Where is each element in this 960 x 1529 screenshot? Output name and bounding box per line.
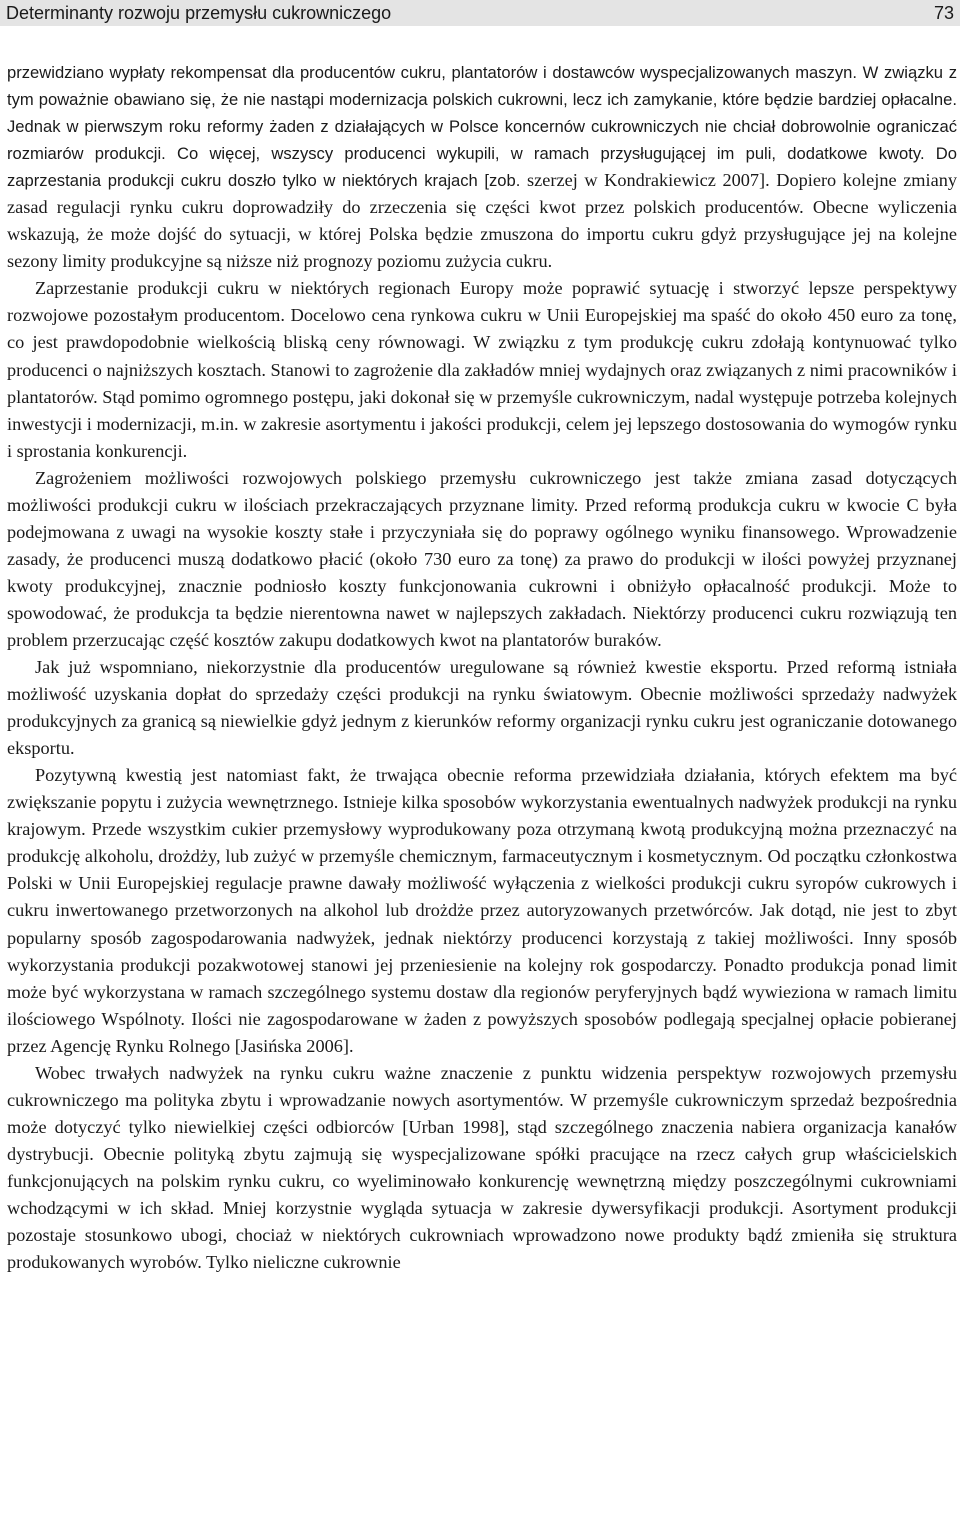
running-header (0, 0, 960, 26)
paragraph (7, 762, 957, 1060)
body-text (7, 59, 957, 1276)
text-segment: Wobec trwałych nadwyżek na rynku cukru ważne znaczenie z punktu widzenia perspektyw rozwojowych przemysłu cukrowniczego ma polityka zbytu i wprowadzanie nowych asortymentów. W przemyśle cukrowniczym sprzedaż bezpośrednia może dotyczyć tylko niewielkiej części odbiorców [Urban 1998], stąd szczególnego znaczenia nabiera organizacja kanałów dystrybucji. Obecnie polityką zbytu zajmują się wyspecjalizowane spółki pracujące na rzecz całych grup właścicielskich funkcjonujących na polskim rynku cukru, co wyeliminowało konkurencję wewnętrzną między poszczególnymi cukrowniami wchodzącymi w ich skład. Mniej korzystnie wygląda sytuacja w zakresie dywersyfikacji produkcji. Asortyment produkcji pozostaje stosunkowo ubogi, chociaż w niektórych cukrowniach wprowadzono nowe produkty bądź zmieniła się struktura produkowanych wyrobów. Tylko nieliczne cukrownie (7, 1062, 957, 1273)
text-segment: Zaprzestanie produkcji cukru w niektórych regionach Europy może poprawić sytuację i stworzyć lepsze perspektywy rozwojowe pozostałym producentom. Docelowo cena rynkowa cukru w Unii Europejskiej ma spaść do około 450 euro za tonę, co jest prawdopodobnie wielkością bliską ceny równowagi. W związku z tym produkcję cukru zdołają kontynuować tylko producenci o najniższych kosztach. Stanowi to zagrożenie dla zakładów mniej wydajnych oraz związanych z nimi pracowników i plantatorów. Stąd pomimo ogromnego postępu, jaki dokonał się w przemyśle cukrowniczym, nadal występuje potrzeba kolejnych inwestycji i modernizacji, m.in. w zakresie asortymentu i jakości produkcji, celem jej lepszego dostosowania do wymogów rynku i sprostania konkurencji. (7, 278, 957, 461)
paragraph (7, 59, 957, 275)
text-segment: Jednak w pierwszym roku reformy żaden z działających w Polsce koncernów cukrowniczych nie chciał dobrowolnie ograniczać rozmiarów produkcji. Co więcej, wszyscy producenci wykupili, w ramach przysługującej im puli, dodatkowe kwoty. Do zaprzestania produkcji cukru doszło tylko w niektórych krajach [zob. (7, 117, 957, 191)
running-title: Determinanty rozwoju przemysłu cukrowniczego (6, 3, 392, 23)
paragraph (7, 654, 957, 762)
text-segment: Zagrożeniem możliwości rozwojowych polskiego przemysłu cukrowniczego jest także zmiana zasad dotyczących możliwości produkcji cukru w ilościach przekraczających przyznane limity. Przed reformą produkcja cukru w kwocie C była podejmowana z uwagi na wysokie koszty stałe i przyczyniała się do poprawy ogólnego wyniku finansowego. Wprowadzenie zasady, że producenci muszą dodatkowo płacić (około 730 euro za tonę) za prawo do produkcji w ilości powyżej przyznanej kwoty produkcyjnej, znacznie podniosło koszty funkcjonowania cukrowni i obniżyło opłacalność produkcji. Może to spowodować, że produkcja ta będzie nierentowna nawet w najlepszych zakładach. Niektórzy producenci cukru rozwiązują ten problem przerzucając część kosztów zakupu dodatkowych kwot na plantatorów buraków. (7, 467, 957, 650)
paragraph (7, 275, 957, 464)
text-segment: przewidziano wypłaty rekompensat dla producentów cukru, plantatorów i dostawców wyspecjalizowanych maszyn. W związku z tym poważnie obawiano się, że nie nastąpi modernizacja polskich cukrowni, lecz ich zamykanie, które będzie bardziej opłacalne. (7, 63, 957, 110)
page-number: 73 (933, 3, 954, 23)
text-segment: Jak już wspomniano, niekorzystnie dla producentów uregulowane są również kwestie eksportu. Przed reformą istniała możliwość uzyskania dopłat do sprzedaży części produkcji na rynku światowym. Obecnie możliwości sprzedaży nadwyżek produkcyjnych za granicą są niewielkie gdyż jednym z kierunków reformy organizacji rynku cukru jest ograniczanie dotowanego eksportu. (7, 657, 957, 759)
text-segment: szerzej w Kondrakiewicz 2007]. Dopiero kolejne zmiany zasad regulacji rynku cukru doprowadziły do zrzeczenia się części kwot przez polskich producentów. Obecne wyliczenia wskazują, że może dojść do sytuacji, w której Polska będzie zmuszona do importu cukru gdyż przysługujące jej na kolejne sezony limity produkcyjne są niższe niż prognozy poziomu zużycia cukru. (7, 170, 957, 272)
paragraph (7, 1060, 957, 1276)
paragraph (7, 465, 957, 654)
text-segment: Pozytywną kwestią jest natomiast fakt, że trwająca obecnie reforma przewidziała działania, których efektem ma być zwiększanie popytu i zużycia wewnętrznego. Istnieje kilka sposobów wykorzystania ewentualnych nadwyżek produkcji na rynku krajowym. Przede wszystkim cukier przemysłowy wyprodukowany poza otrzymaną kwotą produkcyjną można przeznaczyć na produkcję alkoholu, drożdży, lub zużyć w przemyśle chemicznym, farmaceutycznym i kosmetycznym. Od początku członkostwa Polski w Unii Europejskiej regulacje prawne dawały możliwość wyłączenia z wielkości produkcji cukru syropów cukrowych i cukru inwertowanego przetworzonych na alkohol lub drożdże przez autoryzowanych przetwórców. Jak dotąd, nie jest to zbyt popularny sposób zagospodarowania nadwyżek, jednak niektórzy producenci korzystają z takiej możliwości. Inny sposób wykorzystania produkcji pozakwotowej stanowi jej przeniesienie na kolejny rok gospodarczy. Ponadto produkcja ponad limit może być wykorzystana w ramach szczególnego systemu dostaw dla regionów peryferyjnych bądź wywieziona w ramach limitu ilościowego Wspólnoty. Ilości nie zagospodarowane w żaden z powyższych sposobów podlegają specjalnej opłacie pobieranej przez Agencję Rynku Rolnego [Jasińska 2006]. (7, 765, 957, 1056)
